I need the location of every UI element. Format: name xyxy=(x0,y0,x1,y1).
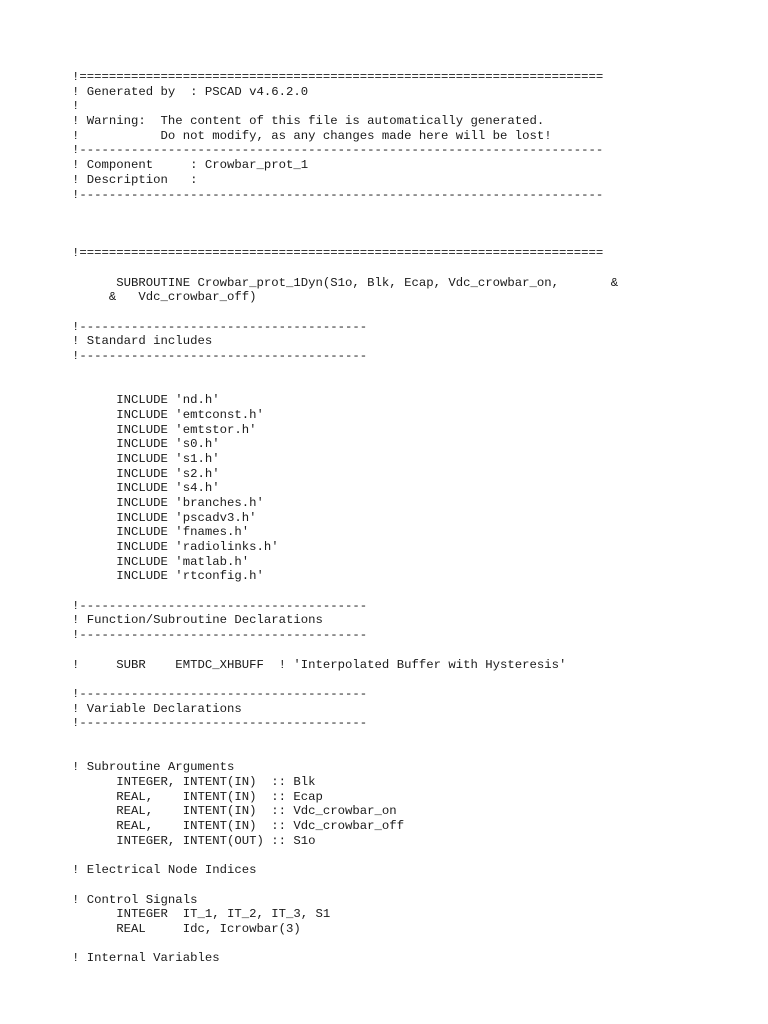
code-line xyxy=(72,937,618,952)
code-line: !--------------------------------------- xyxy=(72,319,368,334)
code-line: ! Electrical Node Indices xyxy=(72,863,257,878)
code-line: !======================================================================= xyxy=(72,70,604,84)
code-line xyxy=(72,746,618,761)
code-line: ! Do not modify, as any changes made here will be lost! xyxy=(72,128,552,143)
code-line: !--------------------------------------- xyxy=(72,598,368,613)
code-line: ! Standard includes xyxy=(72,334,213,349)
code-line: ! Internal Variables xyxy=(72,951,220,966)
code-line: ! Generated by : PSCAD v4.6.2.0 xyxy=(72,84,309,99)
code-line: SUBROUTINE Crowbar_prot_1Dyn(S1o, Blk, Ecap, Vdc_crowbar_on, & xyxy=(72,275,619,290)
code-line: INCLUDE 'matlab.h' xyxy=(72,554,250,569)
code-line xyxy=(72,584,618,599)
code-line: INCLUDE 'emtconst.h' xyxy=(72,407,264,422)
code-line: INTEGER IT_1, IT_2, IT_3, S1 xyxy=(72,907,331,922)
code-line: !--------------------------------------- xyxy=(72,628,368,643)
code-line: !----------------------------------------------------------------------- xyxy=(72,143,604,158)
code-line: ! Variable Declarations xyxy=(72,701,242,716)
code-line xyxy=(72,217,618,232)
code-line: REAL Idc, Icrowbar(3) xyxy=(72,921,301,936)
code-line: INCLUDE 'fnames.h' xyxy=(72,525,250,540)
code-line: !--------------------------------------- xyxy=(72,349,368,364)
code-line xyxy=(72,202,618,217)
code-line: INCLUDE 'nd.h' xyxy=(72,393,220,408)
code-line: INTEGER, INTENT(OUT) :: S1o xyxy=(72,833,316,848)
code-line: REAL, INTENT(IN) :: Vdc_crowbar_on xyxy=(72,804,397,819)
code-line: ! Control Signals xyxy=(72,892,198,907)
code-line: INCLUDE 'rtconfig.h' xyxy=(72,569,264,584)
code-line: ! Warning: The content of this file is automatically generated. xyxy=(72,114,545,129)
code-line xyxy=(72,261,618,276)
code-line xyxy=(72,364,618,379)
code-line xyxy=(72,731,618,746)
code-line xyxy=(72,232,618,247)
code-line: !--------------------------------------- xyxy=(72,716,368,731)
code-line: ! Subroutine Arguments xyxy=(72,760,235,775)
code-line xyxy=(72,378,618,393)
code-line: INCLUDE 's2.h' xyxy=(72,466,220,481)
code-line: ! Description : xyxy=(72,172,198,187)
code-line xyxy=(72,848,618,863)
code-line: INTEGER, INTENT(IN) :: Blk xyxy=(72,775,316,789)
code-line xyxy=(72,305,618,320)
code-line: ! xyxy=(72,99,80,114)
code-line xyxy=(72,643,618,658)
code-line xyxy=(72,672,618,687)
code-line: INCLUDE 'emtstor.h' xyxy=(72,422,257,437)
code-line: ! Component : Crowbar_prot_1 xyxy=(72,158,309,173)
code-line: & Vdc_crowbar_off) xyxy=(72,290,257,305)
code-line: !======================================================================= xyxy=(72,246,604,261)
code-line: !----------------------------------------------------------------------- xyxy=(72,187,604,202)
code-line: INCLUDE 'radiolinks.h' xyxy=(72,540,279,554)
code-line: INCLUDE 's4.h' xyxy=(72,481,220,496)
code-line: ! Function/Subroutine Declarations xyxy=(72,613,323,628)
code-line: REAL, INTENT(IN) :: Vdc_crowbar_off xyxy=(72,819,405,834)
code-line: !--------------------------------------- xyxy=(72,686,368,701)
code-line: INCLUDE 's1.h' xyxy=(72,451,220,466)
source-code-listing xyxy=(72,70,618,966)
code-line xyxy=(72,878,618,893)
code-line: INCLUDE 'branches.h' xyxy=(72,495,264,510)
code-line: REAL, INTENT(IN) :: Ecap xyxy=(72,789,323,804)
code-line: INCLUDE 'pscadv3.h' xyxy=(72,510,257,525)
code-line: ! SUBR EMTDC_XHBUFF ! 'Interpolated Buffer with Hysteresis' xyxy=(72,657,567,672)
code-line: INCLUDE 's0.h' xyxy=(72,437,220,452)
